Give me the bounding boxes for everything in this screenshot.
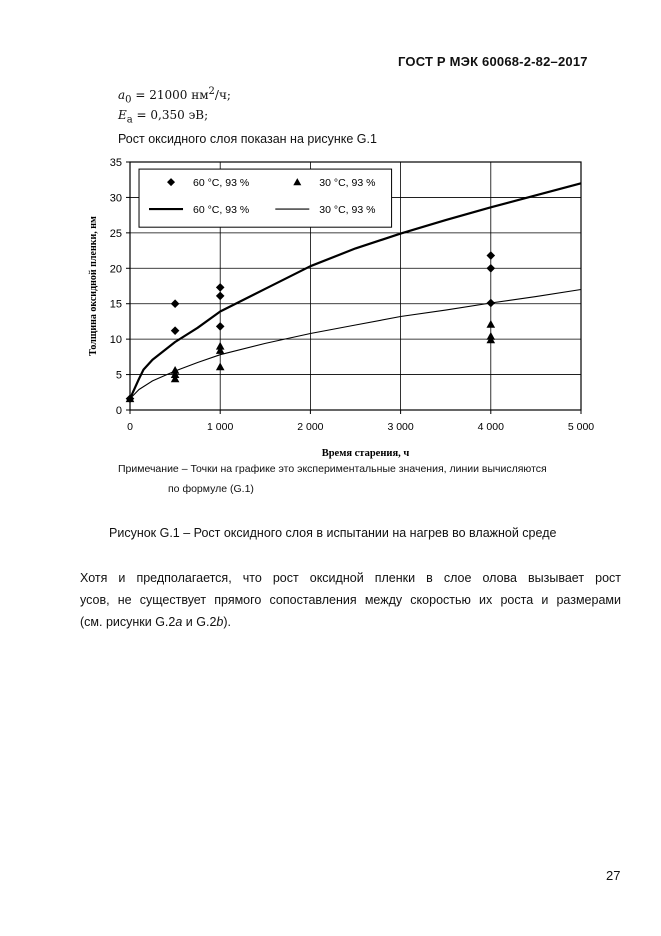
formula-a0-tail: /ч;: [214, 88, 231, 102]
formula-a0: [118, 86, 231, 105]
x-tick-label: 5 000: [567, 421, 595, 433]
y-tick-label: 5: [115, 369, 122, 382]
y-tick-label: 20: [109, 263, 122, 276]
y-tick-label: 35: [109, 157, 122, 169]
y-tick-label: 30: [109, 192, 122, 205]
body-paragraph-line-2: усов, не существует прямого сопоставления между скоростью их роста и размерами: [80, 593, 621, 607]
figure-note-line-1: Примечание – Точки на графике это экспериментальные значения, линии вычисляются: [118, 463, 547, 475]
ref-mid: и G.2: [182, 615, 217, 629]
y-tick-label: 25: [109, 227, 122, 240]
formula-a0-symbol: a: [118, 88, 126, 102]
formula-a0-sub: 0: [125, 94, 132, 106]
document-header: ГОСТ Р МЭК 60068-2-82–2017: [398, 54, 588, 69]
formula-ea-sub: a: [126, 114, 133, 126]
x-tick-label: 2 000: [297, 421, 324, 433]
ref-b: b: [216, 615, 224, 629]
y-tick-label: 0: [115, 405, 122, 417]
y-tick-label: 10: [109, 334, 122, 347]
x-axis-title: Время старения, ч: [321, 448, 410, 459]
body-paragraph-line-3: [80, 611, 621, 633]
formula-a0-rhs: = 21000 нм: [131, 88, 209, 102]
x-tick-label: 0: [127, 421, 133, 433]
x-tick-label: 4 000: [477, 421, 504, 433]
formula-ea-symbol: E: [118, 108, 127, 122]
legend-label: 60 °C, 93 %: [193, 204, 250, 217]
x-tick-label: 3 000: [387, 421, 414, 433]
formula-ea: [118, 108, 208, 125]
body-paragraph-line-1: Хотя и предполагается, что рост оксидной пленки в слое олова вызывает рост: [80, 571, 621, 585]
y-tick-label: 15: [109, 298, 122, 311]
y-axis-title: Толщина оксидной пленки, нм: [88, 216, 99, 356]
oxide-growth-chart: [82, 150, 602, 460]
ref-prefix: (см. рисунки G.2: [80, 615, 176, 629]
formula-ea-rhs: = 0,350 эВ;: [132, 108, 209, 122]
x-tick-label: 1 000: [207, 421, 234, 433]
legend-label: 30 °C, 93 %: [319, 177, 376, 190]
page-number: 27: [606, 868, 621, 883]
legend-label: 30 °C, 93 %: [319, 204, 376, 217]
ref-a: a: [175, 615, 183, 629]
intro-text: Рост оксидного слоя показан на рисунке G.1: [118, 132, 377, 146]
figure-caption: Рисунок G.1 – Рост оксидного слоя в испытании на нагрев во влажной среде: [109, 526, 557, 540]
legend-label: 60 °C, 93 %: [193, 177, 250, 190]
figure-note-line-2: по формуле (G.1): [168, 483, 254, 495]
ref-suffix: ).: [223, 615, 231, 629]
formula-a0-sup: 2: [208, 86, 215, 97]
